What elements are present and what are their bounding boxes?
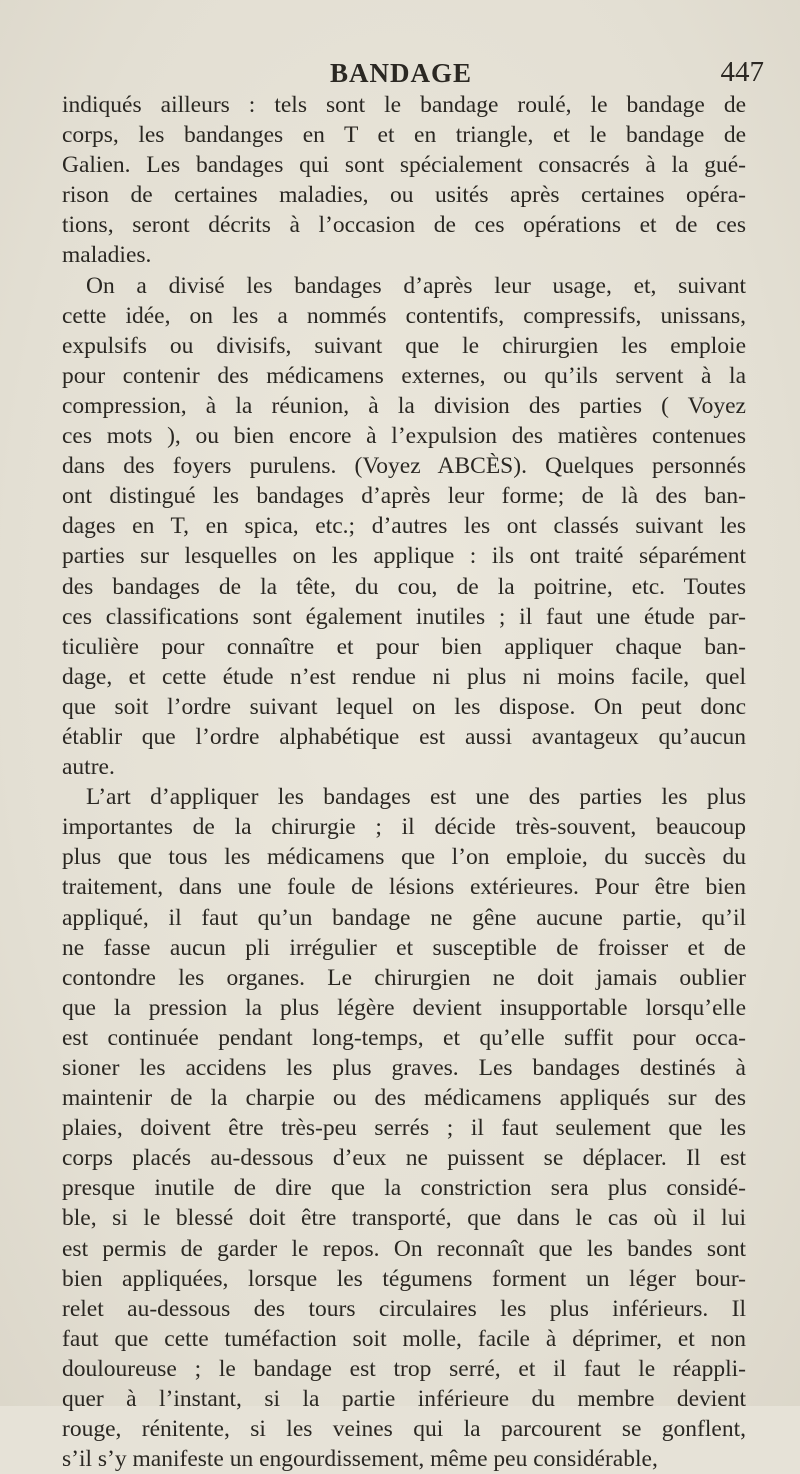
text-line: ces classifications sont également inutiles ; il faut une étude par- — [62, 603, 746, 630]
text-line: tions, seront décrits à l’occasion de ces opérations et de ces — [62, 212, 746, 239]
paragraph-1 — [62, 90, 746, 271]
text-line: compression, à la réunion, à la division des parties ( Voyez — [62, 392, 746, 419]
paragraph-3 — [62, 782, 746, 1474]
text-line: autre. — [62, 754, 115, 781]
text-line: maintenir de la charpie ou des médicamens appliqués sur des — [62, 1085, 746, 1112]
text-line: dages en T, en spica, etc.; d’autres les ont classés suivant les — [62, 513, 746, 540]
text-line: Galien. Les bandages qui sont spécialement consacrés à la gué- — [62, 152, 746, 179]
text-line: expulsifs ou divisifs, suivant que le chirurgien les emploie — [62, 332, 746, 359]
text-line: maladies. — [62, 242, 152, 269]
text-line: sioner les accidens les plus graves. Les bandages destinés à — [62, 1055, 746, 1081]
running-head — [0, 52, 800, 92]
text-line: L’art d’appliquer les bandages est une des parties les plus — [86, 784, 746, 811]
text-line: rison de certaines maladies, ou usités après certaines opéra- — [62, 182, 746, 209]
text-line: s’il s’y manifeste un engourdissement, même peu considérable, — [62, 1446, 658, 1473]
text-line: corps, les bandanges en T et en triangle, et le bandage de — [62, 122, 746, 149]
text-line: contondre les organes. Le chirurgien ne doit jamais oublier — [62, 964, 746, 991]
text-line: que la pression la plus légère devient insupportable lorsqu’elle — [62, 994, 746, 1021]
text-line: rouge, rénitente, si les veines qui la parcourent se gonflent, — [62, 1416, 746, 1443]
text-line: On a divisé les bandages d’après leur usage, et, suivant — [86, 272, 746, 299]
text-line: dage, et cette étude n’est rendue ni plus ni moins facile, quel — [62, 663, 746, 690]
page-number: 447 — [720, 56, 764, 88]
text-line: est permis de garder le repos. On reconnaît que les bandes sont — [62, 1235, 746, 1262]
text-line: ticulière pour connaître et pour bien appliquer chaque ban- — [62, 633, 746, 660]
running-title: BANDAGE — [330, 58, 473, 88]
text-line: quer à l’instant, si la partie inférieure du membre devient — [62, 1386, 746, 1413]
text-line: dans des foyers purulens. (Voyez ABCÈS). Quelques personnés — [62, 453, 746, 480]
text-line: importantes de la chirurgie ; il décide très-souvent, beaucoup — [62, 814, 746, 841]
text-line: ont distingué les bandages d’après leur forme; de là des ban- — [62, 483, 746, 510]
text-line: plaies, doivent être très-peu serrés ; il faut seulement que les — [62, 1115, 746, 1142]
text-line: ces mots ), ou bien encore à l’expulsion des matières contenues — [62, 423, 746, 450]
text-line: plus que tous les médicamens que l’on emploie, du succès du — [62, 844, 746, 871]
text-line: appliqué, il faut qu’un bandage ne gêne aucune partie, qu’il — [62, 904, 746, 931]
text-line: bien appliquées, lorsque les tégumens forment un léger bour- — [62, 1265, 746, 1292]
text-line: ne fasse aucun pli irrégulier et susceptible de froisser et de — [62, 934, 746, 961]
text-line: est continuée pendant long-temps, et qu’elle suffit pour occa- — [62, 1024, 746, 1051]
text-line: corps placés au-dessous d’eux ne puissent se déplacer. Il est — [62, 1145, 746, 1172]
text-line: relet au-dessous des tours circulaires les plus inférieurs. Il — [62, 1295, 746, 1322]
text-line: cette idée, on les a nommés contentifs, compressifs, unissans, — [62, 302, 746, 329]
text-line: traitement, dans une foule de lésions extérieures. Pour être bien — [62, 874, 746, 901]
body-text — [62, 90, 746, 1474]
text-line: que soit l’ordre suivant lequel on les dispose. On peut donc — [62, 693, 746, 720]
text-line: des bandages de la tête, du cou, de la poitrine, etc. Toutes — [62, 573, 746, 600]
paragraph-2 — [62, 271, 746, 783]
text-line: indiqués ailleurs : tels sont le bandage roulé, le bandage de — [62, 92, 746, 118]
text-line: ble, si le blessé doit être transporté, que dans le cas où il lui — [62, 1205, 746, 1232]
text-line: pour contenir des médicamens externes, ou qu’ils servent à la — [62, 362, 746, 389]
text-line: presque inutile de dire que la constriction sera plus considé- — [62, 1175, 746, 1202]
text-line: faut que cette tuméfaction soit molle, facile à déprimer, et non — [62, 1325, 746, 1352]
text-line: établir que l’ordre alphabétique est aussi avantageux qu’aucun — [62, 723, 746, 750]
text-line: douloureuse ; le bandage est trop serré, et il faut le réappli- — [62, 1355, 746, 1382]
text-line: parties sur lesquelles on les applique : ils ont traité séparément — [62, 543, 746, 570]
